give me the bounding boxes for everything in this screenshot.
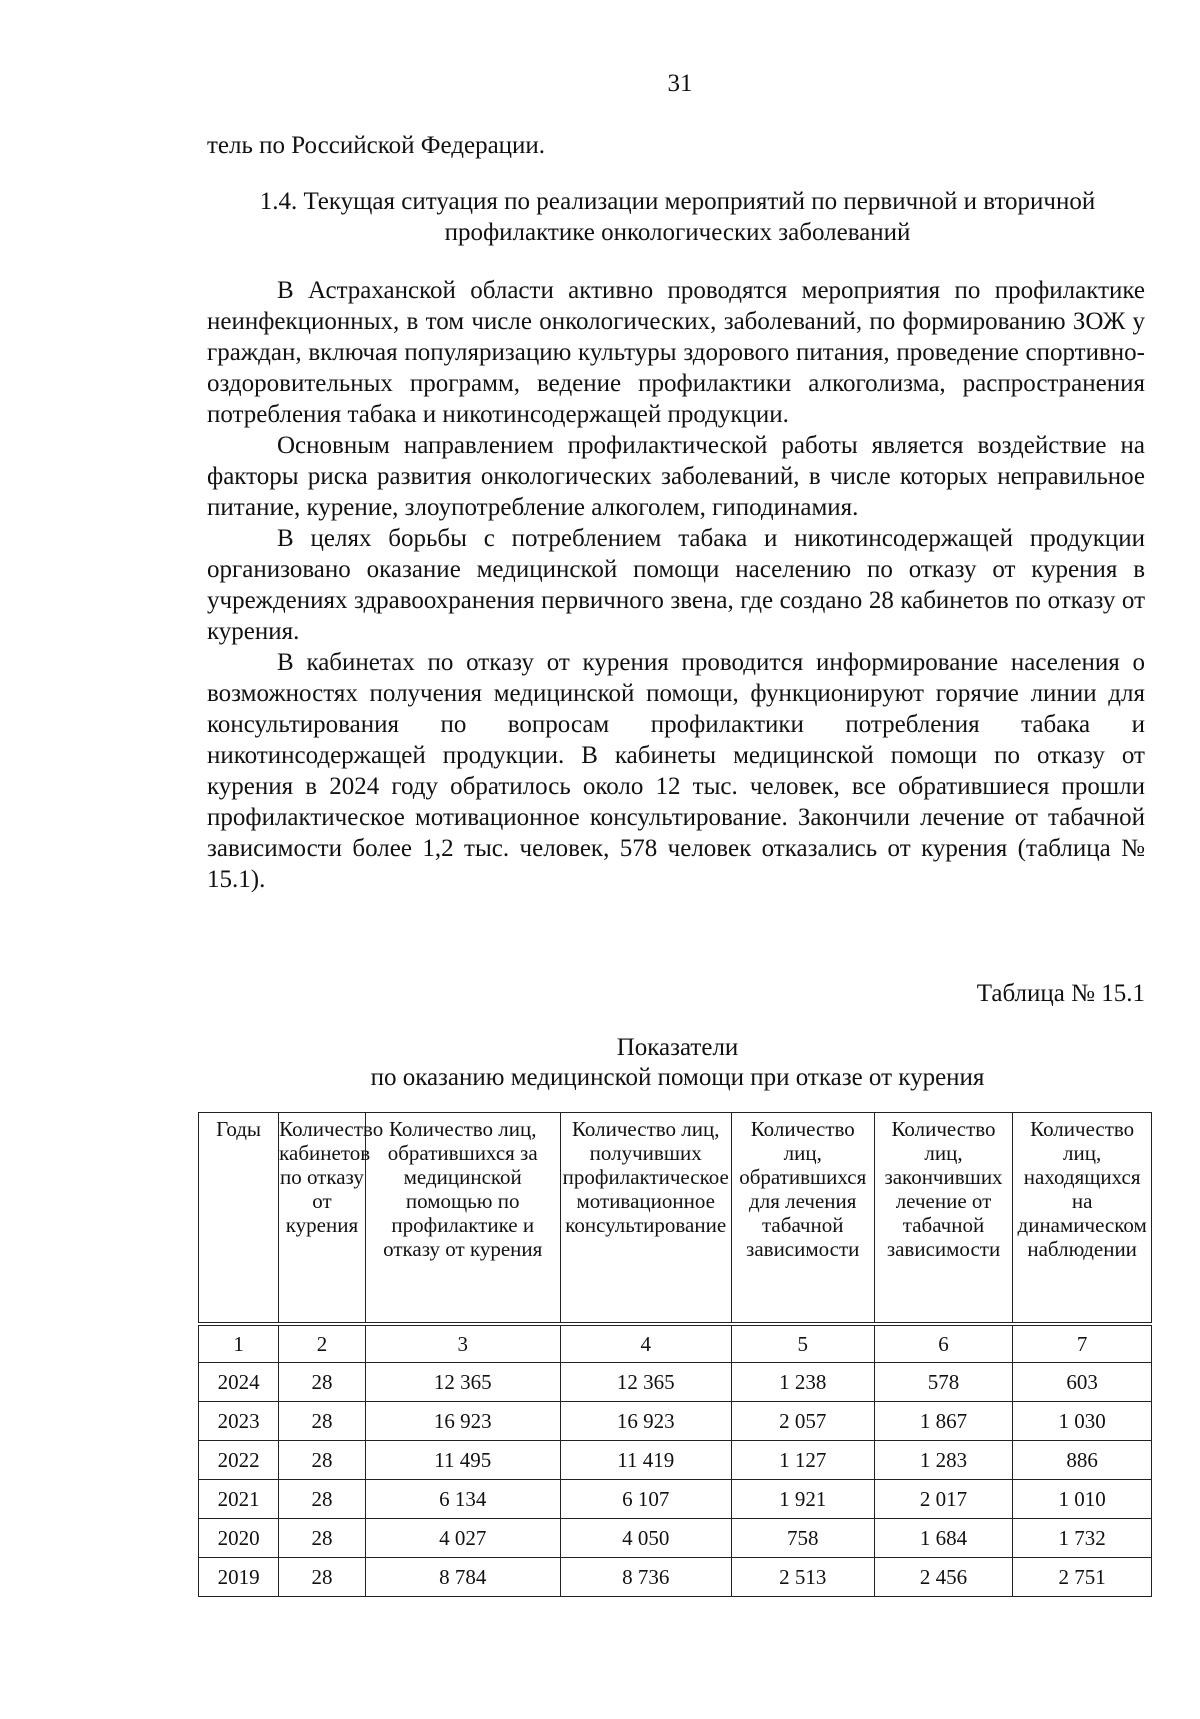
table-cell: 1 238 xyxy=(731,1363,874,1402)
column-number: 3 xyxy=(365,1324,560,1363)
column-number: 4 xyxy=(560,1324,731,1363)
table-cell: 758 xyxy=(731,1519,874,1558)
table-cell: 2 017 xyxy=(874,1480,1013,1519)
table-cell: 2022 xyxy=(199,1441,279,1480)
table-cell: 4 050 xyxy=(560,1519,731,1558)
table-cell: 12 365 xyxy=(365,1363,560,1402)
table-label: Таблица № 15.1 xyxy=(976,980,1145,1007)
table-cell: 11 495 xyxy=(365,1441,560,1480)
table-cell: 1 684 xyxy=(874,1519,1013,1558)
header-cell: Годы xyxy=(199,1113,279,1325)
table-cell: 6 134 xyxy=(365,1480,560,1519)
table-cell: 578 xyxy=(874,1363,1013,1402)
column-number: 7 xyxy=(1013,1324,1152,1363)
table-cell: 2 456 xyxy=(874,1558,1013,1597)
header-cell: Количество лиц, закончивших лечение от табачной зависимости xyxy=(874,1113,1013,1325)
table-cell: 28 xyxy=(279,1363,366,1402)
header-cell: Количество кабинетов по отказу от курения xyxy=(279,1113,366,1325)
table-cell: 2023 xyxy=(199,1402,279,1441)
header-cell: Количество лиц, обратившихся за медицинской помощью по профилактике и отказу от курения xyxy=(365,1113,560,1325)
table-cell: 16 923 xyxy=(560,1402,731,1441)
table-cell: 2021 xyxy=(199,1480,279,1519)
table-title-line: по оказанию медицинской помощи при отказе от курения xyxy=(370,1064,985,1091)
table-title-line: Показатели xyxy=(616,1034,739,1061)
table-cell: 886 xyxy=(1013,1441,1152,1480)
table-cell: 8 784 xyxy=(365,1558,560,1597)
table-cell: 1 867 xyxy=(874,1402,1013,1441)
header-cell: Количество лиц, находящихся на динамическом наблюдении xyxy=(1013,1113,1152,1325)
table-cell: 2 513 xyxy=(731,1558,874,1597)
table-cell: 28 xyxy=(279,1402,366,1441)
table-cell: 11 419 xyxy=(560,1441,731,1480)
paragraph: В кабинетах по отказу от курения проводится информирование населения о возможностях получения медицинской помощи, функционируют горячие линии для консультирования по вопросам профилактики потребления табака и никотинсодержащей продукции. В кабинеты медицинской помощи по отказу от курения в 2024 году обратилось около 12 тыс. человек, все обратившиеся прошли профилактическое мотивационное консультирование. Закончили лечение от табачной зависимости более 1,2 тыс. человек, 578 человек отказались от курения (таблица № 15.1). xyxy=(207,649,1145,893)
table-row xyxy=(199,1480,1152,1519)
column-number: 2 xyxy=(279,1324,366,1363)
table-cell: 28 xyxy=(279,1558,366,1597)
table-cell: 12 365 xyxy=(560,1363,731,1402)
header-row xyxy=(199,1113,1152,1325)
header-cell: Количество лиц, обратившихся для лечения табачной зависимости xyxy=(731,1113,874,1325)
table-title xyxy=(205,1033,1150,1093)
table-row xyxy=(199,1558,1152,1597)
table-cell: 2 057 xyxy=(731,1402,874,1441)
table-row xyxy=(199,1441,1152,1480)
table-cell: 1 127 xyxy=(731,1441,874,1480)
table-cell: 1 030 xyxy=(1013,1402,1152,1441)
table-cell: 28 xyxy=(279,1441,366,1480)
table-row xyxy=(199,1402,1152,1441)
table-cell: 2 751 xyxy=(1013,1558,1152,1597)
table-cell: 6 107 xyxy=(560,1480,731,1519)
table-row xyxy=(199,1519,1152,1558)
table-cell: 1 283 xyxy=(874,1441,1013,1480)
continuation-text: тель по Российской Федерации. xyxy=(207,132,546,159)
table-row xyxy=(199,1363,1152,1402)
table-cell: 16 923 xyxy=(365,1402,560,1441)
page-number: 31 xyxy=(667,70,693,97)
table-cell: 603 xyxy=(1013,1363,1152,1402)
table-cell: 8 736 xyxy=(560,1558,731,1597)
column-number: 5 xyxy=(731,1324,874,1363)
column-number-row xyxy=(199,1324,1152,1363)
paragraph: Основным направлением профилактической работы является воздействие на факторы риска развития онкологических заболеваний, в числе которых неправильное питание, курение, злоупотребление алкоголем, гиподинамия. xyxy=(207,432,1145,521)
table-cell: 1 010 xyxy=(1013,1480,1152,1519)
table-cell: 1 921 xyxy=(731,1480,874,1519)
table-cell: 2019 xyxy=(199,1558,279,1597)
paragraph: В Астраханской области активно проводятся мероприятия по профилактике неинфекционных, в том числе онкологических, заболеваний, по формированию ЗОЖ у граждан, включая популяризацию культуры здорового питания, проведение спортивно-оздоровительных программ, ведение профилактики алкоголизма, распространения потребления табака и никотинсодержащей продукции. xyxy=(207,277,1145,428)
table-cell: 1 732 xyxy=(1013,1519,1152,1558)
indicators-table xyxy=(198,1112,1152,1597)
table-cell: 2024 xyxy=(199,1363,279,1402)
paragraph: В целях борьбы с потреблением табака и никотинсодержащей продукции организовано оказание медицинской помощи населению по отказу от курения в учреждениях здравоохранения первичного звена, где создано 28 кабинетов по отказу от курения. xyxy=(207,525,1145,645)
section-heading: 1.4. Текущая ситуация по реализации мероприятий по первичной и вторичной профилактике онкологических заболеваний xyxy=(259,188,1096,246)
table-cell: 4 027 xyxy=(365,1519,560,1558)
header-cell: Количество лиц, получивших профилактическое мотивационное консультирование xyxy=(560,1113,731,1325)
table-cell: 28 xyxy=(279,1519,366,1558)
table-cell: 28 xyxy=(279,1480,366,1519)
table-cell: 2020 xyxy=(199,1519,279,1558)
body-text xyxy=(207,275,1145,895)
column-number: 6 xyxy=(874,1324,1013,1363)
column-number: 1 xyxy=(199,1324,279,1363)
